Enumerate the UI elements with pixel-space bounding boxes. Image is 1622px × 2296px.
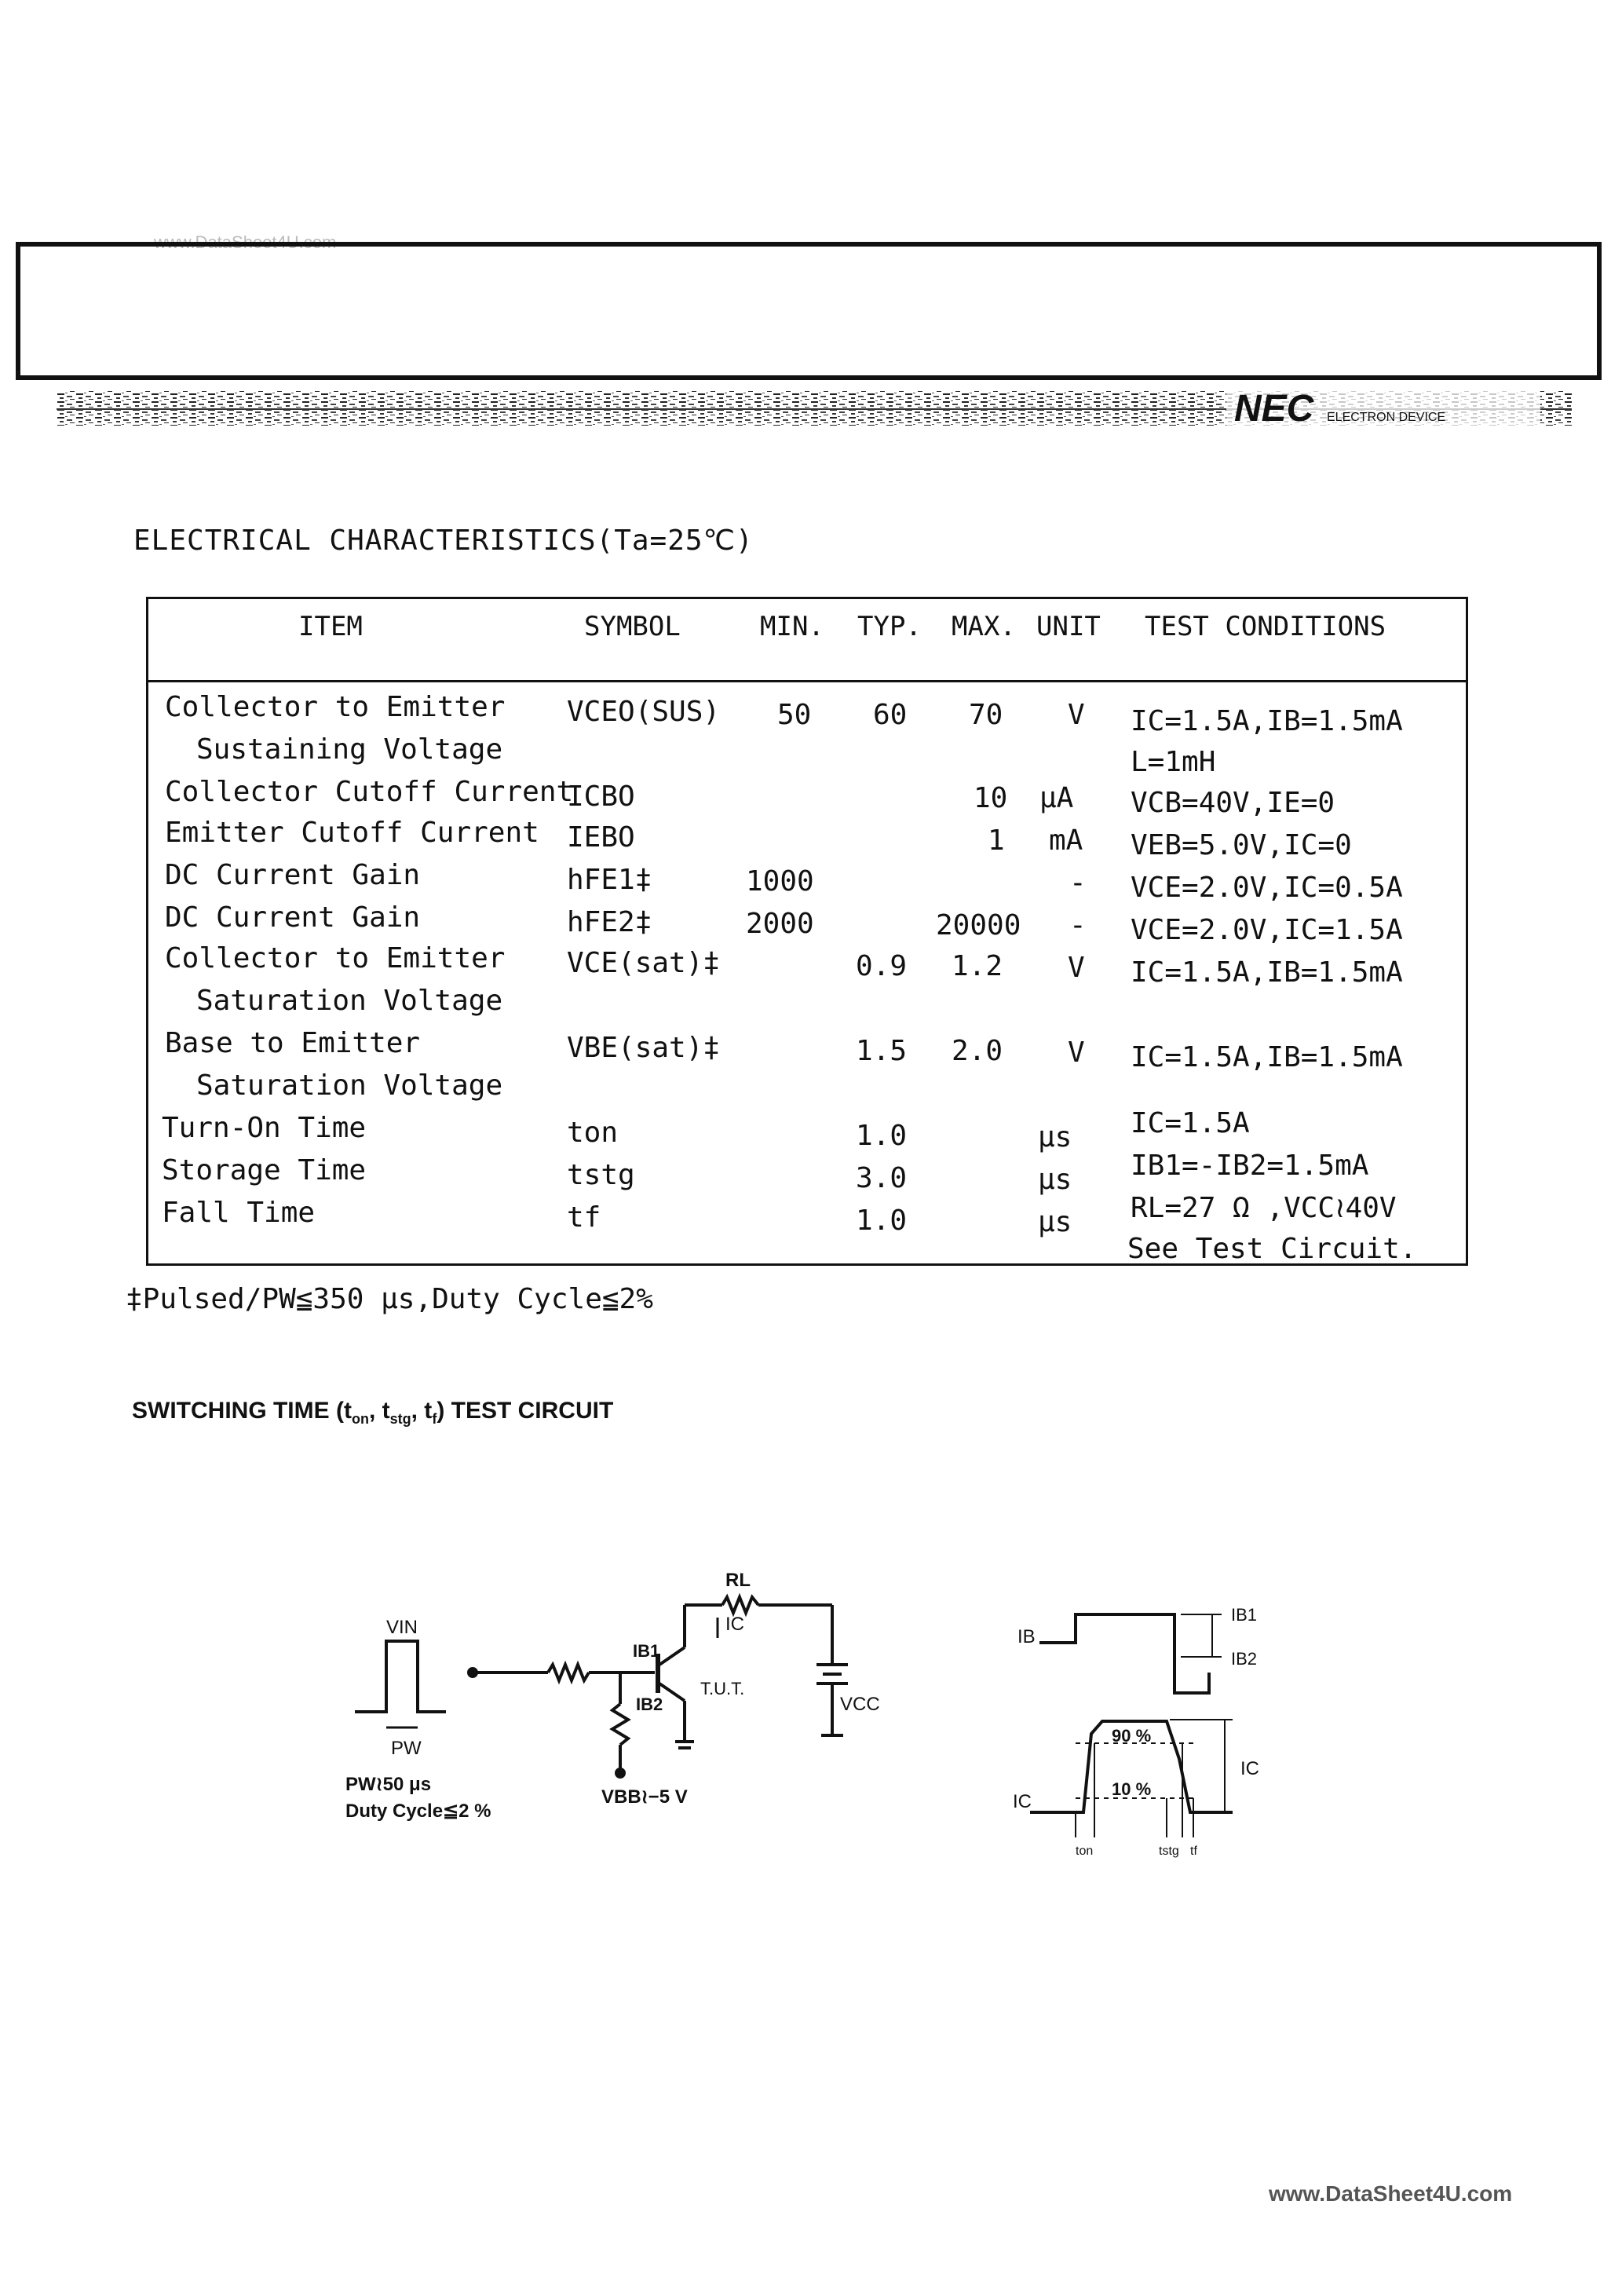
table-cell-cond: L=1mH — [1131, 746, 1216, 778]
table-cell-unit: V — [1068, 699, 1085, 731]
table-cell-cond: RL=27 Ω ,VCC≀40V — [1131, 1192, 1397, 1224]
pulsed-footnote: ‡Pulsed/PW≦350 μs,Duty Cycle≦2% — [126, 1283, 653, 1315]
vbb-label: VBB≀−5 V — [601, 1786, 688, 1808]
header-item: ITEM — [298, 611, 363, 642]
title-box — [16, 242, 1602, 380]
test-circuit-diagram — [345, 1539, 911, 1837]
table-cell-max: 1.2 — [952, 950, 1003, 982]
load-resistor — [722, 1597, 758, 1613]
p90-label: 90 % — [1112, 1726, 1152, 1746]
footer-watermark: www.DataSheet4U.com — [1269, 2181, 1513, 2206]
table-cell-symbol: ICBO — [567, 781, 635, 813]
table-cell-unit: - — [1069, 909, 1087, 941]
base-resistor — [548, 1665, 589, 1680]
table-cell-cond: IC=1.5A,IB=1.5mA — [1131, 956, 1403, 989]
table-cell-cond: IC=1.5A,IB=1.5mA — [1131, 705, 1403, 737]
table-cell-unit: μs — [1038, 1121, 1072, 1153]
table-cell-symbol: VCEO(SUS) — [567, 696, 721, 728]
table-cell-item: Emitter Cutoff Current — [165, 817, 539, 849]
table-cell-typ: 3.0 — [856, 1162, 908, 1194]
header-min: MIN. — [760, 611, 824, 642]
table-cell-typ: 0.9 — [856, 950, 908, 982]
table-cell-unit: - — [1069, 867, 1087, 899]
table-cell-unit: μs — [1038, 1206, 1072, 1238]
header-typ: TYP. — [857, 611, 922, 642]
switching-waveform-diagram — [1013, 1602, 1280, 1861]
bias-resistor — [612, 1704, 628, 1745]
table-cell-symbol: tf — [567, 1201, 601, 1234]
header-max: MAX. — [952, 611, 1016, 642]
pw-note: PW≀50 μs — [345, 1774, 432, 1795]
tf-label: tf — [1190, 1844, 1197, 1858]
ib2-label: IB2 — [636, 1695, 663, 1714]
table-cell-item: Collector Cutoff Current — [165, 776, 574, 808]
ib-label: IB — [1017, 1626, 1036, 1647]
table-cell-max: 70 — [969, 699, 1003, 731]
watermark-text: www.DataSheet4U.com — [154, 232, 337, 252]
ic-right-label: IC — [1240, 1758, 1259, 1779]
table-cell-unit: μA — [1039, 782, 1074, 814]
table-cell-cond: IC=1.5A,IB=1.5mA — [1131, 1041, 1403, 1073]
table-cell-symbol: ton — [567, 1117, 619, 1149]
tut-label: T.U.T. — [700, 1679, 745, 1698]
vcc-label: VCC — [840, 1694, 880, 1715]
ton-label: ton — [1076, 1844, 1094, 1858]
table-cell-unit: V — [1068, 952, 1085, 984]
input-pulse-waveform — [355, 1641, 446, 1712]
table-cell-symbol: IEBO — [567, 821, 635, 854]
ib-waveform — [1039, 1614, 1209, 1693]
table-cell-item: DC Current Gain — [165, 901, 421, 934]
table-cell-cond: See Test Circuit. — [1127, 1233, 1417, 1265]
table-cell-symbol: hFE2‡ — [567, 906, 652, 938]
ic-wave-label: IC — [1013, 1791, 1032, 1812]
nec-tagline: ELECTRON DEVICE — [1327, 411, 1446, 424]
table-cell-cond: VCE=2.0V,IC=1.5A — [1131, 914, 1403, 946]
p10-label: 10 % — [1112, 1779, 1152, 1799]
table-cell-unit: μs — [1038, 1164, 1072, 1196]
table-cell-item: Collector to Emitter — [165, 691, 506, 723]
table-cell-symbol: VBE(sat)‡ — [567, 1032, 721, 1064]
table-cell-item: DC Current Gain — [165, 859, 421, 891]
table-cell-item: Turn-On Time — [162, 1112, 367, 1144]
ib1-label: IB1 — [633, 1641, 660, 1661]
ib1-wave-label: IB1 — [1231, 1605, 1258, 1625]
table-cell-item: Fall Time — [162, 1197, 316, 1229]
table-cell-cond: VCB=40V,IE=0 — [1131, 787, 1335, 819]
table-cell-min: 50 — [777, 699, 812, 731]
table-cell-item: Storage Time — [162, 1154, 367, 1186]
table-cell-max: 1 — [988, 824, 1005, 857]
vin-label: VIN — [386, 1617, 418, 1638]
table-cell-item: Collector to Emitter — [165, 942, 506, 974]
table-cell-cond: VEB=5.0V,IC=0 — [1131, 829, 1352, 861]
table-cell-unit: V — [1068, 1036, 1085, 1069]
table-cell-typ: 1.5 — [856, 1035, 908, 1067]
pw-label: PW — [391, 1738, 422, 1759]
table-cell-min: 2000 — [746, 908, 814, 940]
table-cell-symbol: VCE(sat)‡ — [567, 947, 721, 979]
table-cell-item: Saturation Voltage — [196, 1069, 503, 1102]
table-cell-unit: mA — [1049, 824, 1083, 857]
table-cell-symbol: tstg — [567, 1159, 635, 1191]
header-test-conditions: TEST CONDITIONS — [1145, 611, 1386, 642]
section-title: ELECTRICAL CHARACTERISTICS(Ta=25℃) — [133, 525, 754, 557]
table-cell-symbol: hFE1‡ — [567, 864, 652, 896]
table-cell-cond: IB1=-IB2=1.5mA — [1131, 1150, 1369, 1182]
table-cell-cond: IC=1.5A — [1131, 1107, 1250, 1139]
table-cell-item: Base to Emitter — [165, 1027, 421, 1059]
table-cell-max: 20000 — [936, 909, 1021, 941]
table-cell-item: Saturation Voltage — [196, 985, 503, 1017]
table-header-divider — [146, 680, 1468, 682]
header-unit: UNIT — [1036, 611, 1101, 642]
table-cell-max: 2.0 — [952, 1035, 1003, 1067]
ic-label: IC — [725, 1614, 744, 1635]
table-cell-typ: 60 — [873, 699, 908, 731]
switching-title: SWITCHING TIME ($t_{on}$, $t_{stg}$, $t_f$) TEST CIRCUIT — [132, 1398, 614, 1427]
nec-banner — [57, 385, 1572, 432]
table-cell-item: Sustaining Voltage — [196, 733, 503, 766]
duty-note: Duty Cycle≦2 % — [345, 1801, 491, 1822]
rl-label: RL — [725, 1570, 751, 1591]
table-cell-min: 1000 — [746, 865, 814, 898]
table-cell-cond: VCE=2.0V,IC=0.5A — [1131, 872, 1403, 904]
header-symbol: SYMBOL — [584, 611, 681, 642]
table-cell-max: 10 — [974, 782, 1008, 814]
tstg-label: tstg — [1159, 1844, 1179, 1858]
table-cell-typ: 1.0 — [856, 1205, 908, 1237]
ib2-wave-label: IB2 — [1231, 1649, 1258, 1669]
table-cell-typ: 1.0 — [856, 1120, 908, 1152]
nec-logo: NEC — [1234, 388, 1314, 430]
